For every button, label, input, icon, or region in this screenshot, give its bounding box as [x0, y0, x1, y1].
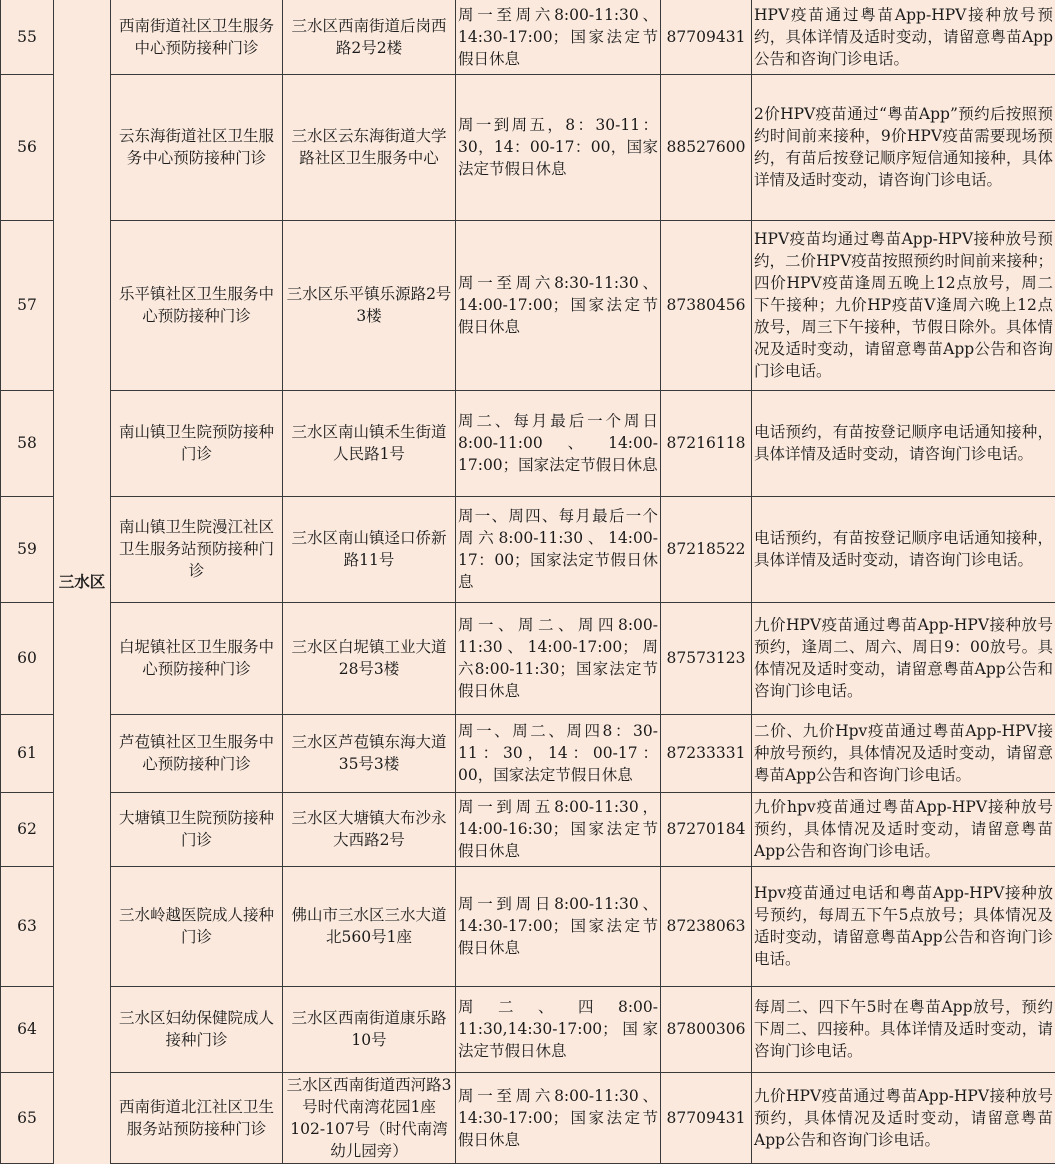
table-row	[1, 74, 1055, 220]
clinic-notes: 二价、九价Hpv疫苗通过粤苗App-HPV接种放号预约，具体情况及适时变动，请留意粤苗App公告和咨询门诊电话。	[752, 714, 1055, 792]
clinic-hours: 周一到周五，8：30-11：30，14：00-17：00，国家法定节假日休息	[456, 74, 661, 220]
clinic-name: 芦苞镇社区卫生服务中心预防接种门诊	[111, 714, 283, 792]
clinic-hours: 周一、周四、每月最后一个周六8:00-11:30、14:00-17：00；国家法定节假日休息	[456, 496, 661, 602]
clinic-hours: 周一至周六8:30-11:30、14:00-17:00；国家法定节假日休息	[456, 220, 661, 390]
clinic-name: 南山镇卫生院预防接种门诊	[111, 390, 283, 496]
clinic-phone: 87800306	[661, 986, 752, 1072]
clinic-address: 三水区云东海街道大学路社区卫生服务中心	[283, 74, 456, 220]
row-number: 55	[1, 0, 54, 74]
row-number: 60	[1, 602, 54, 714]
clinic-address: 三水区西南街道康乐路10号	[283, 986, 456, 1072]
row-number: 56	[1, 74, 54, 220]
table-row	[1, 1072, 1055, 1163]
row-number: 59	[1, 496, 54, 602]
row-number: 57	[1, 220, 54, 390]
clinic-notes: 九价HPV疫苗通过粤苗App-HPV接种放号预约，具体情况及适时变动，请留意粤苗App公告和咨询门诊电话。	[752, 1072, 1055, 1163]
clinic-name: 大塘镇卫生院预防接种门诊	[111, 792, 283, 866]
clinic-name: 南山镇卫生院漫江社区卫生服务站预防接种门诊	[111, 496, 283, 602]
clinic-address: 三水区大塘镇大布沙永大西路2号	[283, 792, 456, 866]
clinic-notes: 电话预约，有苗按登记顺序电话通知接种，具体详情及适时变动，请咨询门诊电话。	[752, 390, 1055, 496]
clinic-name: 三水区妇幼保健院成人接种门诊	[111, 986, 283, 1072]
row-number: 64	[1, 986, 54, 1072]
clinic-name: 三水岭越医院成人接种门诊	[111, 866, 283, 986]
clinic-address: 三水区白坭镇工业大道28号3楼	[283, 602, 456, 714]
clinic-name: 乐平镇社区卫生服务中心预防接种门诊	[111, 220, 283, 390]
table-row	[1, 220, 1055, 390]
clinic-phone: 87709431	[661, 1072, 752, 1163]
clinic-notes: 九价hpv疫苗通过粤苗App-HPV接种放号预约，具体情况及适时变动，请留意粤苗App公告和咨询门诊电话。	[752, 792, 1055, 866]
clinic-notes: 2价HPV疫苗通过“粤苗App”预约后按照预约时间前来接种，9价HPV疫苗需要现场预约，有苗后按登记顺序短信通知接种，具体详情及适时变动，请咨询门诊电话。	[752, 74, 1055, 220]
table-row	[1, 602, 1055, 714]
table-row	[1, 792, 1055, 866]
clinic-notes: HPV疫苗均通过粤苗App-HPV接种放号预约，二价HPV疫苗按照预约时间前来接种；四价HPV疫苗逢周五晚上12点放号，周二下午接种；九价HP疫苗V逢周六晚上12点放号，周三下午接种，节假日除外。具体情况及适时变动，请留意粤苗App公告和咨询门诊电话。	[752, 220, 1055, 390]
clinic-address: 佛山市三水区三水大道北560号1座	[283, 866, 456, 986]
clinic-phone: 87573123	[661, 602, 752, 714]
clinic-hours: 周一、周二、周四8:00-11:30、14:00-17:00；周六8:00-11:30；国家法定节假日休息	[456, 602, 661, 714]
clinic-hours: 周二、四8:00-11:30,14:30-17:00；国家法定节假日休息	[456, 986, 661, 1072]
clinic-address: 三水区芦苞镇东海大道35号3楼	[283, 714, 456, 792]
clinic-hours: 周一至周六8:00-11:30、14:30-17:00；国家法定节假日休息	[456, 0, 661, 74]
clinic-name: 云东海街道社区卫生服务中心预防接种门诊	[111, 74, 283, 220]
district-cell: 三水区	[54, 0, 111, 1163]
row-number: 62	[1, 792, 54, 866]
row-number: 63	[1, 866, 54, 986]
row-number: 58	[1, 390, 54, 496]
clinic-phone: 87233331	[661, 714, 752, 792]
row-number: 65	[1, 1072, 54, 1163]
clinic-phone: 87216118	[661, 390, 752, 496]
table-row	[1, 0, 1055, 74]
table-row	[1, 986, 1055, 1072]
clinic-hours: 周一到周五8:00-11:30，14:00-16:30；国家法定节假日休息	[456, 792, 661, 866]
clinic-address: 三水区西南街道西河路3号时代南湾花园1座102-107号（时代南湾幼儿园旁）	[283, 1072, 456, 1163]
clinic-notes: Hpv疫苗通过电话和粤苗App-HPV接种放号预约，每周五下午5点放号；具体情况及适时变动，请留意粤苗App公告和咨询门诊电话。	[752, 866, 1055, 986]
clinic-address: 三水区南山镇迳口侨新路11号	[283, 496, 456, 602]
table-row	[1, 496, 1055, 602]
clinic-address: 三水区西南街道后岗西路2号2楼	[283, 0, 456, 74]
clinic-name: 白坭镇社区卫生服务中心预防接种门诊	[111, 602, 283, 714]
clinic-hours: 周一至周六8:00-11:30、14:30-17:00；国家法定节假日休息	[456, 1072, 661, 1163]
clinic-notes: 每周二、四下午5时在粤苗App放号，预约下周二、四接种。具体详情及适时变动，请咨询门诊电话。	[752, 986, 1055, 1072]
clinic-phone: 87238063	[661, 866, 752, 986]
clinic-address: 三水区乐平镇乐源路2号3楼	[283, 220, 456, 390]
clinic-notes: 九价HPV疫苗通过粤苗App-HPV接种放号预约，逢周二、周六、周日9：00放号。具体情况及适时变动，请留意粤苗App公告和咨询门诊电话。	[752, 602, 1055, 714]
clinic-phone: 87709431	[661, 0, 752, 74]
clinic-phone: 87380456	[661, 220, 752, 390]
clinic-notes: 电话预约，有苗按登记顺序电话通知接种，具体详情及适时变动，请咨询门诊电话。	[752, 496, 1055, 602]
clinic-name: 西南街道社区卫生服务中心预防接种门诊	[111, 0, 283, 74]
table-row	[1, 866, 1055, 986]
clinic-phone: 88527600	[661, 74, 752, 220]
clinic-notes: HPV疫苗通过粤苗App-HPV接种放号预约，具体详情及适时变动，请留意粤苗App公告和咨询门诊电话。	[752, 0, 1055, 74]
table-row	[1, 390, 1055, 496]
clinic-hours: 周一、周二、周四8：30-11：30，14：00-17：00，国家法定节假日休息	[456, 714, 661, 792]
clinic-phone: 87218522	[661, 496, 752, 602]
table-row	[1, 714, 1055, 792]
row-number: 61	[1, 714, 54, 792]
clinic-hours: 周一到周日8:00-11:30、14:30-17:00；国家法定节假日休息	[456, 866, 661, 986]
clinic-hours: 周二、每月最后一个周日8:00-11:00、14:00-17:00；国家法定节假日休息	[456, 390, 661, 496]
clinic-phone: 87270184	[661, 792, 752, 866]
clinic-name: 西南街道北江社区卫生服务站预防接种门诊	[111, 1072, 283, 1163]
clinic-address: 三水区南山镇禾生街道人民路1号	[283, 390, 456, 496]
